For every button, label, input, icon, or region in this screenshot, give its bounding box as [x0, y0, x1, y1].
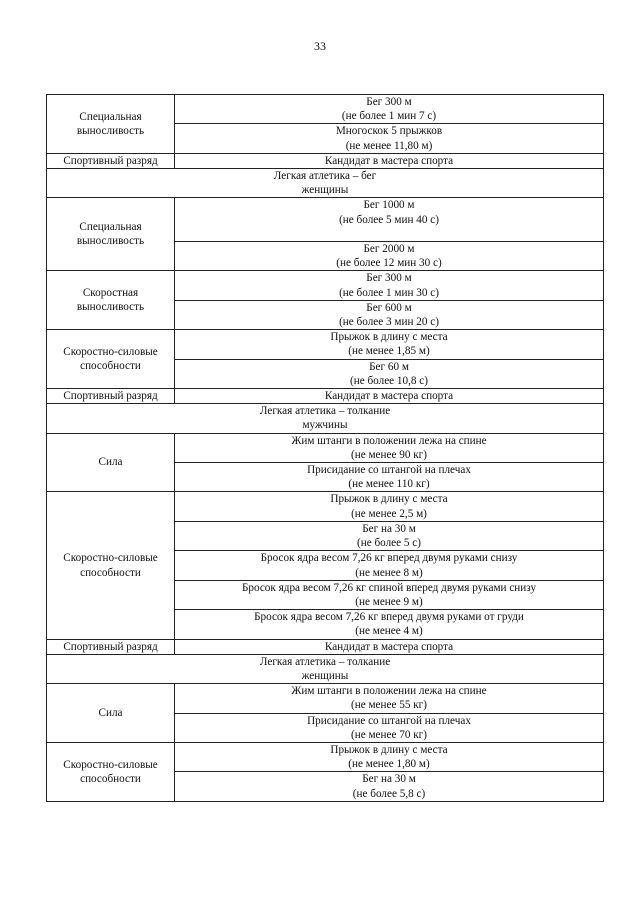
test-cell: [175, 300, 604, 329]
grade-label: Спортивный разряд: [47, 389, 175, 404]
test-name: Бег 300 м: [366, 272, 412, 285]
test-name: Бег 60 м: [369, 360, 409, 373]
grade-value: Кандидат в мастера спорта: [175, 389, 604, 404]
test-cell: [175, 713, 604, 742]
test-cell: [175, 330, 604, 359]
test-name: Жим штанги в положении лежа на спине: [291, 685, 487, 698]
quality-label: [47, 271, 175, 330]
grade-row: [47, 639, 604, 654]
table-row: [47, 742, 604, 771]
section-row: [47, 654, 604, 683]
quality-label-line: способности: [80, 360, 141, 373]
test-name: Прыжок в длину с места: [330, 743, 448, 756]
test-cell: [175, 742, 604, 771]
test-cell: [175, 463, 604, 492]
test-cell: [175, 359, 604, 388]
test-cell: [175, 580, 604, 609]
quality-label-line: Сила: [98, 456, 123, 469]
quality-label-line: Скоростно-силовые: [63, 552, 158, 565]
test-cell: [175, 124, 604, 153]
test-name: Жим штанги в положении лежа на спине: [291, 434, 487, 447]
table-row: [47, 198, 604, 242]
quality-label-line: выносливость: [76, 301, 145, 314]
grade-value: Кандидат в мастера спорта: [175, 153, 604, 168]
test-norm: (не менее 2,5 м): [351, 507, 427, 520]
table-row: [47, 330, 604, 359]
quality-label-line: Скоростная: [82, 287, 139, 300]
section-title: Легкая атлетика – бег: [273, 170, 377, 183]
section-subtitle: женщины: [301, 184, 349, 197]
page-number: 33: [314, 39, 326, 53]
test-norm: (не менее 55 кг): [351, 699, 427, 712]
quality-label: [47, 198, 175, 271]
test-norm: (не менее 110 кг): [348, 478, 430, 491]
section-subtitle: мужчины: [302, 419, 348, 432]
section-heading: [47, 654, 604, 683]
test-norm: (не менее 90 кг): [351, 448, 427, 461]
test-name: Присидание со штангой на плечах: [307, 464, 471, 477]
test-cell: [175, 95, 604, 124]
test-cell: [175, 521, 604, 550]
section-heading: [47, 404, 604, 433]
test-norm: (не более 5 мин 40 с): [339, 213, 439, 226]
test-norm: (не менее 9 м): [355, 595, 423, 608]
test-name: Бег 1000 м: [363, 199, 415, 212]
test-norm: (не менее 4 м): [355, 625, 423, 638]
grade-row: [47, 153, 604, 168]
test-norm: (не менее 70 кг): [351, 728, 427, 741]
test-norm: (не более 5 с): [356, 537, 421, 550]
quality-label: [47, 492, 175, 639]
test-norm: (не менее 1,85 м): [348, 345, 430, 358]
test-name: Бег на 30 м: [362, 522, 416, 535]
test-name: Прыжок в длину с места: [330, 493, 448, 506]
test-norm: (не более 10,8 с): [350, 374, 428, 387]
test-name: Бег на 30 м: [362, 773, 416, 786]
section-title: Легкая атлетика – толкание: [259, 405, 391, 418]
test-name: Присидание со штангой на плечах: [307, 714, 471, 727]
quality-label-line: выносливость: [76, 124, 145, 137]
test-name: Прыжок в длину с места: [330, 331, 448, 344]
test-norm: (не более 3 мин 20 с): [339, 316, 439, 329]
test-norm: (не менее 1,80 м): [348, 758, 430, 771]
section-row: [47, 169, 604, 198]
grade-row: [47, 389, 604, 404]
quality-label: [47, 433, 175, 492]
standards-table: [46, 94, 604, 802]
section-heading: [47, 169, 604, 198]
grade-value: Кандидат в мастера спорта: [175, 639, 604, 654]
test-name: Бег 600 м: [366, 301, 412, 314]
test-name: Бег 2000 м: [363, 243, 415, 256]
blank-line: [177, 227, 601, 241]
test-name: Бросок ядра весом 7,26 кг вперед двумя руками от груди: [254, 611, 524, 624]
table-row: [47, 433, 604, 462]
test-cell: [175, 492, 604, 521]
quality-label-line: Скоростно-силовые: [63, 345, 158, 358]
section-row: [47, 404, 604, 433]
test-cell: [175, 198, 604, 242]
test-norm: (не менее 11,80 м): [345, 139, 433, 152]
quality-label-line: способности: [80, 566, 141, 579]
quality-label: [47, 742, 175, 801]
test-cell: [175, 242, 604, 271]
quality-label-line: Скоростно-силовые: [63, 758, 158, 771]
test-norm: (не более 5,8 с): [352, 787, 426, 800]
quality-label-line: выносливость: [76, 235, 145, 248]
test-cell: [175, 271, 604, 300]
test-cell: [175, 433, 604, 462]
grade-label: Спортивный разряд: [47, 639, 175, 654]
quality-label-line: Специальная: [79, 221, 142, 234]
test-cell: [175, 684, 604, 713]
table-row: [47, 492, 604, 521]
test-name: Многоскок 5 прыжков: [335, 125, 443, 138]
test-name: Бег 300 м: [366, 96, 412, 108]
section-subtitle: женщины: [301, 669, 349, 682]
quality-label-line: Специальная: [79, 110, 142, 123]
quality-label: [47, 95, 175, 154]
quality-label: [47, 684, 175, 743]
test-norm: (не более 1 мин 30 с): [339, 286, 439, 299]
table-row: [47, 684, 604, 713]
test-cell: [175, 610, 604, 639]
quality-label-line: Сила: [98, 706, 123, 719]
test-norm: (не более 12 мин 30 с): [336, 257, 442, 270]
test-cell: [175, 772, 604, 801]
grade-label: Спортивный разряд: [47, 153, 175, 168]
quality-label-line: способности: [80, 772, 141, 785]
table-row: [47, 95, 604, 124]
table-row: [47, 271, 604, 300]
test-name: Бросок ядра весом 7,26 кг вперед двумя руками снизу: [260, 552, 518, 565]
test-norm: (не менее 8 м): [355, 566, 423, 579]
test-cell: [175, 551, 604, 580]
test-name: Бросок ядра весом 7,26 кг спиной вперед двумя руками снизу: [241, 581, 537, 594]
test-norm: (не более 1 мин 7 с): [341, 110, 437, 123]
section-title: Легкая атлетика – толкание: [259, 655, 391, 668]
quality-label: [47, 330, 175, 389]
